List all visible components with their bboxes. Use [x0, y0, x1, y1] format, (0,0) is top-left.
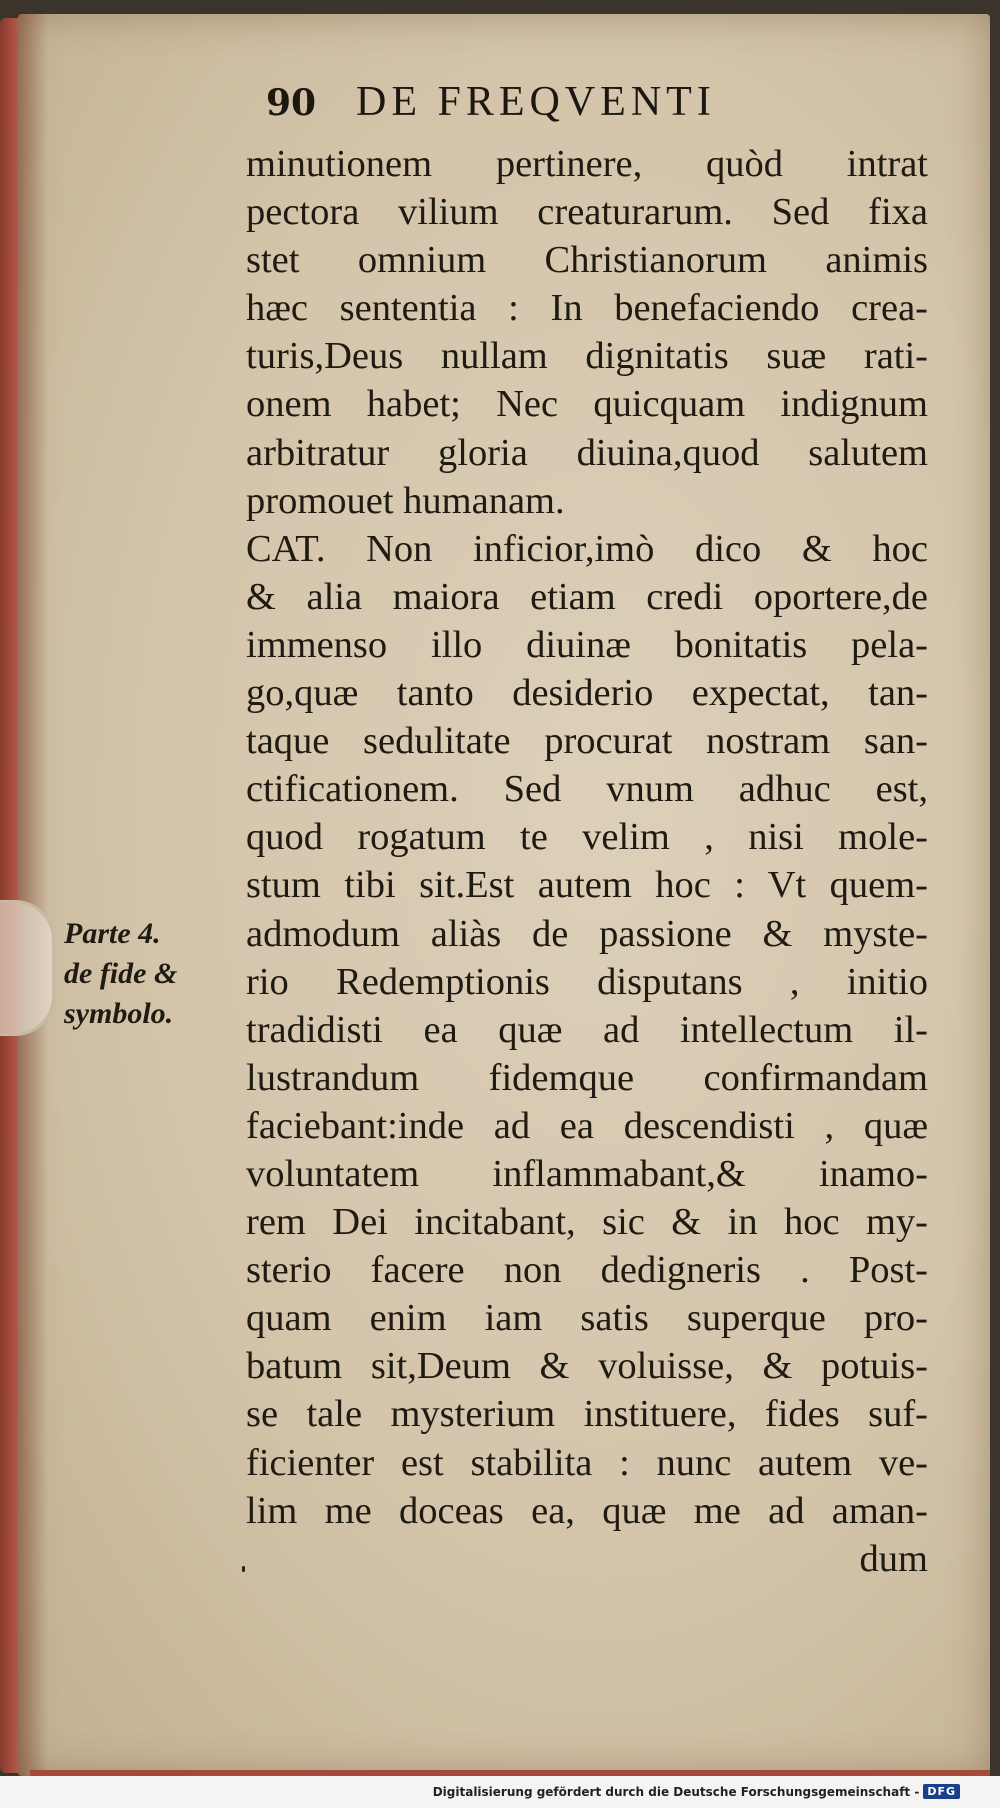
margin-note	[64, 914, 254, 1034]
text-line: minutionem pertinere, quòd intrat	[246, 143, 928, 185]
text-line: immenso illo diuinæ bonitatis pela-	[246, 623, 928, 666]
text-line: pectora vilium creaturarum. Sed fixa	[246, 191, 928, 234]
text-line: rem Dei incitabant, sic & in hoc my-	[246, 1201, 928, 1244]
text-line: sterio facere non dedigneris . Post-	[246, 1249, 928, 1292]
text-line: arbitratur gloria diuina,quod salutem	[246, 431, 928, 474]
text-line: stet omnium Christianorum animis	[246, 239, 928, 282]
text-line: go,quæ tanto desiderio expectat, tan-	[246, 672, 928, 715]
text-line: & alia maiora etiam credi oportere,de	[246, 575, 928, 618]
margin-note-line: de fide &	[64, 957, 178, 990]
text-line: lim me doceas ea, quæ me ad aman-	[246, 1489, 928, 1532]
text-line: lustrandum fidemque confirmandam	[246, 1056, 928, 1099]
text-line: ctificationem. Sed vnum adhuc est,	[246, 768, 928, 811]
catchword: dum	[859, 1537, 928, 1580]
text-line: admodum aliàs de passione & myste-	[246, 912, 928, 955]
page-header	[266, 78, 846, 138]
page-tab-marker	[0, 900, 55, 1036]
ink-speck	[242, 1566, 245, 1572]
text-line: faciebant:inde ad ea descendisti , quæ	[246, 1104, 928, 1147]
text-line: turis,Deus nullam dignitatis suæ rati-	[246, 335, 928, 378]
body-text	[246, 140, 928, 1583]
margin-note-line: Parte 4.	[64, 917, 161, 950]
margin-note-line: symbolo.	[64, 997, 174, 1030]
text-line: quam enim iam satis superque pro-	[246, 1297, 928, 1340]
running-head: DE FREQVENTI	[356, 79, 716, 125]
text-line: CAT. Non inficior,imò dico & hoc	[246, 527, 928, 570]
text-line: tradidisti ea quæ ad intellectum il-	[246, 1008, 928, 1051]
text-line: onem habet; Nec quicquam indignum	[246, 383, 928, 426]
text-line: stum tibi sit.Est autem hoc : Vt quem-	[246, 864, 928, 907]
footer-credit-text: Digitalisierung gefördert durch die Deutsche Forschungsgemeinschaft -	[432, 1784, 920, 1799]
page-gutter-shadow	[18, 14, 48, 1776]
text-line: ficienter est stabilita : nunc autem ve-	[246, 1441, 928, 1484]
text-line: quod rogatum te velim , nisi mole-	[246, 816, 928, 859]
text-line: promouet humanam.	[246, 479, 565, 522]
text-line: voluntatem inflammabant,& inamo-	[246, 1152, 928, 1195]
text-line: rio Redemptionis disputans , initio	[246, 960, 928, 1003]
dfg-logo: DFG	[923, 1784, 960, 1799]
footer-credit	[433, 1784, 960, 1799]
text-line: taque sedulitate procurat nostram san-	[246, 720, 928, 763]
text-line: hæc sententia : In benefaciendo crea-	[246, 287, 928, 330]
page-number: 90	[266, 82, 317, 124]
text-line: batum sit,Deum & voluisse, & potuis-	[246, 1345, 928, 1388]
text-line: se tale mysterium instituere, fides suf-	[246, 1393, 928, 1436]
